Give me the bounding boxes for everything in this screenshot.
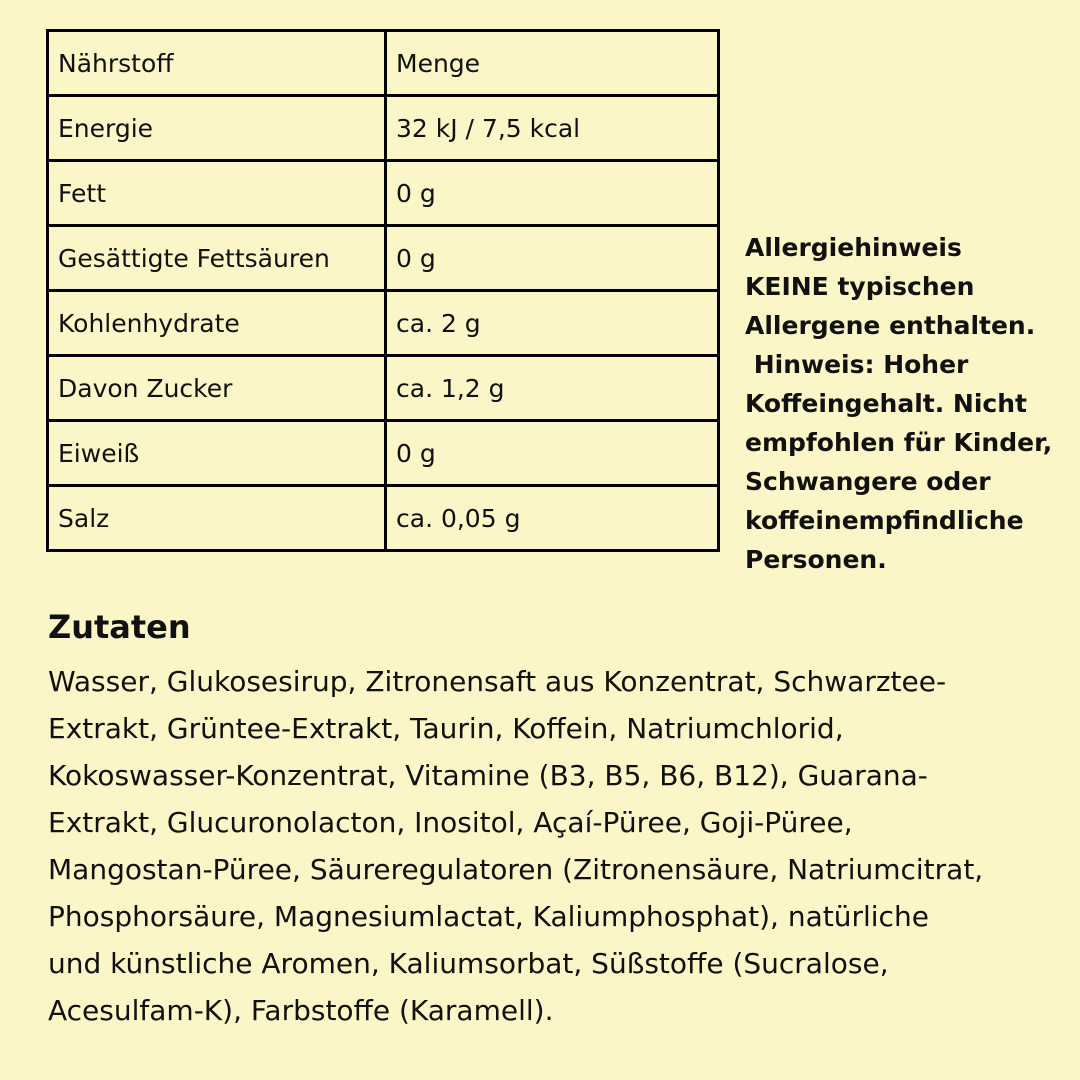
ingredients-line: Phosphorsäure, Magnesiumlactat, Kaliumphosphat), natürliche [48,900,929,933]
nutrition-table [46,29,720,552]
nutrient-name: Energie [48,96,386,161]
nutrient-amount: 0 g [386,226,719,291]
table-row [48,486,719,551]
ingredients-line: Acesulfam-K), Farbstoffe (Karamell). [48,994,554,1027]
table-row [48,226,719,291]
allergy-line: koffeinempfindliche [745,506,1024,535]
nutrient-name: Salz [48,486,386,551]
table-row [48,96,719,161]
allergy-line: Allergiehinweis [745,233,962,262]
nutrient-amount: ca. 0,05 g [386,486,719,551]
nutrient-amount: 32 kJ / 7,5 kcal [386,96,719,161]
nutrient-name: Fett [48,161,386,226]
ingredients-line: und künstliche Aromen, Kaliumsorbat, Süßstoffe (Sucralose, [48,947,889,980]
allergy-line: KEINE typischen [745,272,975,301]
ingredients-line: Extrakt, Glucuronolacton, Inositol, Açaí-Püree, Goji-Püree, [48,806,853,839]
allergy-line: empfohlen für Kinder, [745,428,1053,457]
ingredients-line: Kokoswasser-Konzentrat, Vitamine (B3, B5, B6, B12), Guarana- [48,759,928,792]
table-row [48,291,719,356]
ingredients-line: Extrakt, Grüntee-Extrakt, Taurin, Koffein, Natriumchlorid, [48,712,844,745]
allergy-notice [745,228,1075,579]
table-row [48,356,719,421]
nutrient-name: Gesättigte Fettsäuren [48,226,386,291]
header-nutrient: Nährstoff [48,31,386,96]
allergy-line: Koffeingehalt. Nicht [745,389,1027,418]
nutrient-name: Kohlenhydrate [48,291,386,356]
ingredients-line: Mangostan-Püree, Säureregulatoren (Zitronensäure, Natriumcitrat, [48,853,984,886]
table-row [48,161,719,226]
allergy-line: Personen. [745,545,887,574]
allergy-line: Hinweis: Hoher [745,350,969,379]
nutrient-name: Eiweiß [48,421,386,486]
ingredients-heading: Zutaten [48,608,191,646]
nutrient-name: Davon Zucker [48,356,386,421]
nutrient-amount: ca. 1,2 g [386,356,719,421]
nutrient-amount: 0 g [386,161,719,226]
table-header-row [48,31,719,96]
nutrient-amount: 0 g [386,421,719,486]
ingredients-line: Wasser, Glukosesirup, Zitronensaft aus Konzentrat, Schwarztee- [48,665,947,698]
nutrient-amount: ca. 2 g [386,291,719,356]
allergy-line: Allergene enthalten. [745,311,1036,340]
table-row [48,421,719,486]
allergy-line: Schwangere oder [745,467,991,496]
ingredients-list [48,658,1058,1034]
header-amount: Menge [386,31,719,96]
